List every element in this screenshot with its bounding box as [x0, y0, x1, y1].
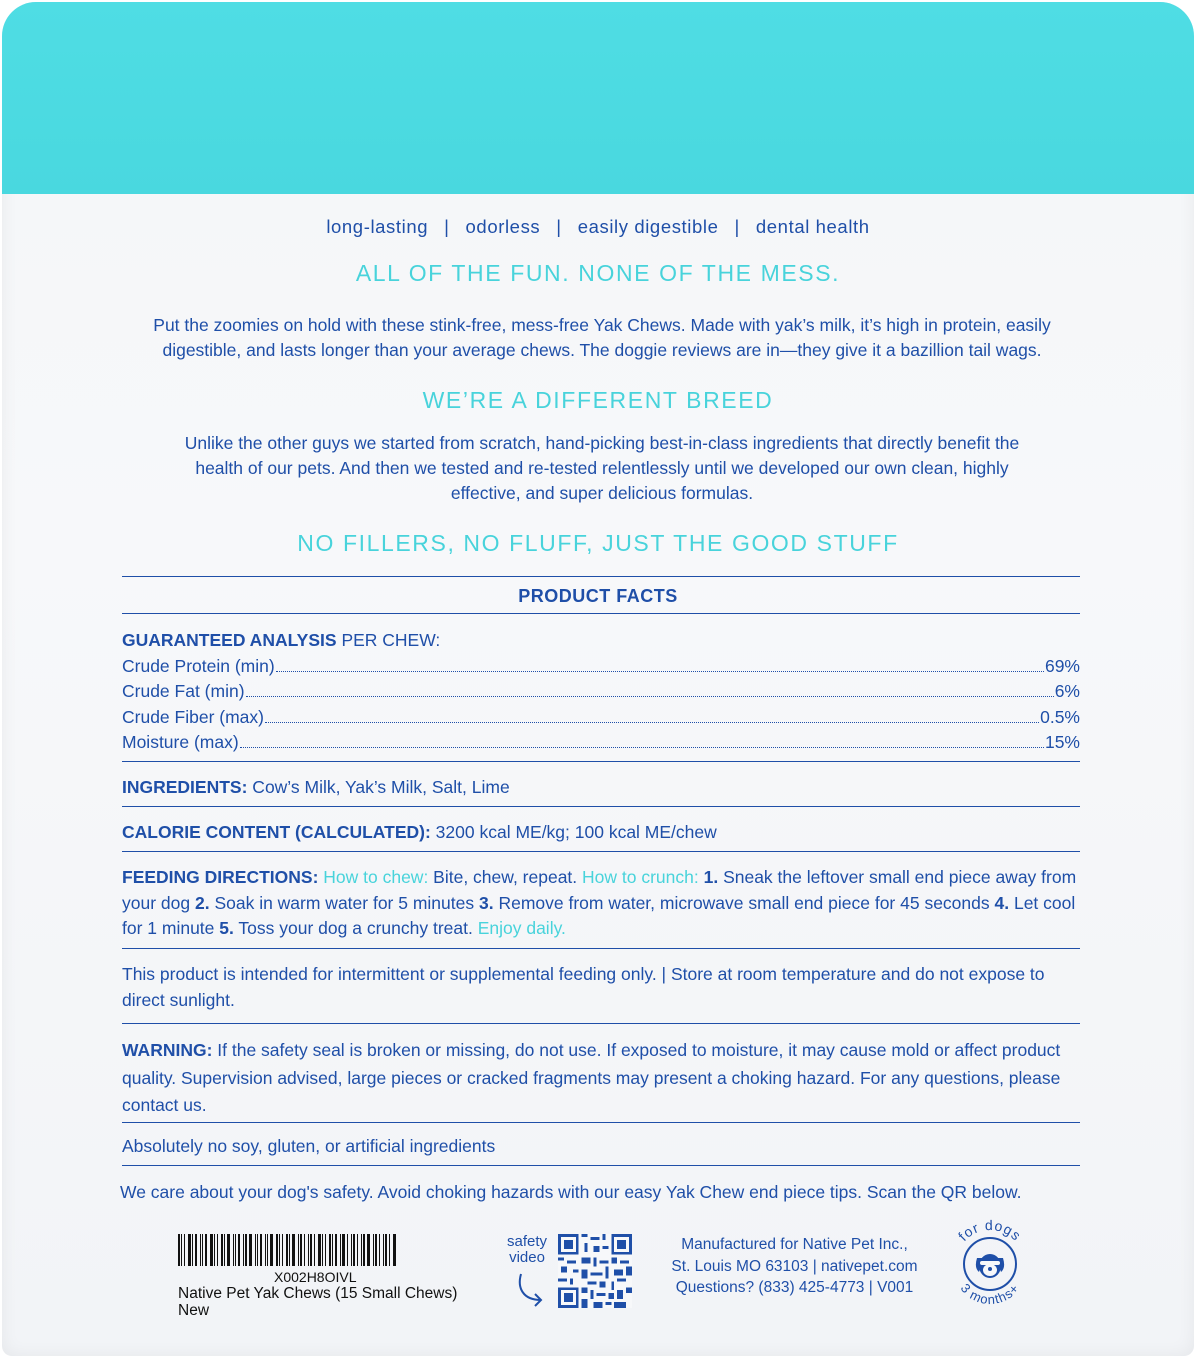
- no-soy-note: Absolutely no soy, gluten, or artificial ingredients: [122, 1136, 496, 1156]
- barcode-bar: [243, 1234, 244, 1266]
- enjoy-daily: Enjoy daily.: [472, 918, 566, 938]
- barcode-bar: [329, 1234, 331, 1266]
- warning-label: WARNING:: [122, 1040, 213, 1060]
- ga-row: [122, 679, 1080, 705]
- barcode-bar: [342, 1234, 345, 1266]
- how-to-crunch: How to crunch:: [577, 867, 699, 887]
- barcode-bar: [184, 1234, 185, 1266]
- divider: [122, 613, 1080, 614]
- leader-dots: [276, 671, 1044, 672]
- divider: [122, 806, 1080, 807]
- warning-text: If the safety seal is broken or missing, do not use. If exposed to moisture, it may cause mold or affect product quality. Supervision advised, large pieces or cracked fragments may present a choking hazard. For any questions, please contact us.: [122, 1040, 1061, 1115]
- warning: [122, 1037, 1080, 1120]
- svg-text:3 months+: [958, 1280, 1023, 1306]
- barcode-bar: [214, 1234, 215, 1266]
- barcode-bar: [221, 1234, 223, 1266]
- barcode-bar: [322, 1234, 323, 1266]
- barcode-bar: [289, 1234, 290, 1266]
- barcode-bar: [235, 1234, 236, 1266]
- headline-fun: ALL OF THE FUN. NONE OF THE MESS.: [355, 260, 841, 286]
- barcode-bar: [308, 1234, 309, 1266]
- step-text: Remove from water, microwave small end piece for 45 seconds: [493, 892, 990, 913]
- divider: [122, 1165, 1080, 1166]
- barcode-product-name: Native Pet Yak Chews (15 Small Chews): [178, 1285, 458, 1302]
- barcode-bar: [332, 1234, 333, 1266]
- barcode-bar: [227, 1234, 230, 1266]
- mfg-line: St. Louis MO 63103 | nativepet.com: [671, 1257, 918, 1275]
- top-color-band: [2, 2, 1194, 194]
- barcode-code: X002H8OIVL: [274, 1269, 357, 1285]
- leader-dots: [240, 747, 1044, 748]
- ga-suffix: PER CHEW:: [336, 630, 441, 650]
- step-text: Sneak the leftover small end piece away from your dog: [122, 867, 1077, 913]
- ga-row: [122, 730, 1080, 756]
- barcode-bar: [298, 1234, 299, 1266]
- barcode-bar: [353, 1234, 355, 1266]
- barcode-bar: [255, 1234, 256, 1266]
- calorie-text: 3200 kcal ME/kg; 100 kcal ME/chew: [430, 822, 717, 842]
- ga-value: 6%: [1054, 681, 1080, 701]
- barcode-bar: [361, 1234, 362, 1266]
- badge-top-text: for dogs: [954, 1216, 1025, 1244]
- intermittent-feeding-note: This product is intended for intermittent or supplemental feeding only. | Store at room temperature and do not expose to direct sunlight.: [122, 964, 1045, 1010]
- tagline-item: odorless: [465, 216, 541, 237]
- barcode-bar: [375, 1234, 377, 1266]
- step-number: 2.: [190, 892, 210, 913]
- ga-value: 0.5%: [1040, 706, 1080, 727]
- barcode-bar: [245, 1234, 247, 1266]
- product-facts-title: PRODUCT FACTS: [518, 586, 678, 606]
- divider: [122, 761, 1080, 762]
- curved-arrow-icon: [507, 1270, 547, 1310]
- barcode-bar: [367, 1234, 370, 1266]
- step-number: 5.: [214, 918, 234, 938]
- barcode-condition: New: [178, 1302, 210, 1319]
- safety-video-line: video: [509, 1249, 545, 1266]
- barcode-bar: [205, 1234, 207, 1266]
- mfg-line: Manufactured for Native Pet Inc.,: [681, 1236, 908, 1253]
- product-bag-back: [2, 2, 1194, 1356]
- barcode-bar: [310, 1234, 312, 1266]
- dog-face-icon: [976, 1254, 1004, 1278]
- barcode-bar: [300, 1234, 302, 1266]
- barcode-bar: [373, 1234, 374, 1266]
- intro-line: Put the zoomies on hold with these stink-free, mess-free Yak Chews. Made with yak’s milk, it’s high in protein, easily: [153, 315, 1051, 335]
- tagline-separator: |: [444, 216, 450, 237]
- barcode-bar: [304, 1234, 305, 1266]
- ga-row: [122, 654, 1080, 680]
- safety-note: We care about your dog's safety. Avoid choking hazards with our easy Yak Chew end piece tips. Scan the QR below.: [120, 1182, 1022, 1202]
- barcode-bar: [335, 1234, 337, 1266]
- leader-dots: [265, 722, 1039, 723]
- barcode-bar: [276, 1234, 278, 1266]
- barcode-bar: [286, 1234, 288, 1266]
- ingredients-text: Cow’s Milk, Yak’s Milk, Salt, Lime: [247, 777, 510, 797]
- barcode-bar: [233, 1234, 234, 1266]
- ga-name: Crude Protein (min): [122, 655, 275, 676]
- ga-label: GUARANTEED ANALYSIS: [122, 630, 337, 650]
- barcode-bar: [379, 1234, 380, 1266]
- ga-name: Crude Fiber (max): [122, 706, 264, 727]
- step-number: 4.: [989, 892, 1010, 913]
- safety-video-line: safety: [506, 1233, 548, 1250]
- step-number: 3.: [474, 892, 494, 913]
- barcode-bar: [282, 1234, 283, 1266]
- barcode-bar: [363, 1234, 365, 1266]
- barcode-bar: [202, 1234, 203, 1266]
- barcode-bar: [195, 1234, 197, 1266]
- barcode-bar: [257, 1234, 258, 1266]
- step-text: Let cool for 1 minute: [122, 892, 1076, 938]
- intro-line: digestible, and lasts longer than your average chews. The doggie reviews are in—they give it a bazillion tail wags.: [162, 340, 1042, 360]
- tagline-separator: |: [556, 216, 562, 237]
- tagline-separator: |: [734, 216, 740, 237]
- barcode-bar: [188, 1234, 191, 1266]
- barcode-bar: [238, 1234, 240, 1266]
- headline-breed: WE’RE A DIFFERENT BREED: [422, 387, 774, 413]
- barcode-bar: [383, 1234, 384, 1266]
- barcode-bar: [314, 1234, 315, 1266]
- ga-name: Moisture (max): [122, 732, 239, 752]
- breed-line: health of our pets. And then we tested and re-tested relentlessly until we developed our own clean, highly: [195, 458, 1009, 478]
- barcode-bar: [265, 1234, 266, 1266]
- manufacturer-info: [652, 1234, 937, 1299]
- feeding-label: FEEDING DIRECTIONS:: [122, 867, 319, 887]
- leader-dots: [246, 696, 1054, 697]
- barcode-bar: [217, 1234, 218, 1266]
- guaranteed-analysis: [122, 628, 1080, 756]
- barcode-bar: [267, 1234, 268, 1266]
- barcode-bar: [178, 1234, 180, 1266]
- breed-line: effective, and super delicious formulas.: [450, 483, 754, 503]
- intro-paragraph: [102, 313, 1102, 363]
- barcode-bar: [385, 1234, 387, 1266]
- barcode-bar: [351, 1234, 352, 1266]
- divider: [122, 576, 1080, 577]
- barcode-bar: [210, 1234, 213, 1266]
- calorie-content: [122, 820, 1080, 846]
- tagline-item: dental health: [755, 216, 870, 237]
- barcode-bar: [270, 1234, 273, 1266]
- tagline-item: easily digestible: [577, 216, 719, 237]
- headline-good-stuff: NO FILLERS, NO FLUFF, JUST THE GOOD STUFF: [297, 530, 899, 556]
- ga-row: [122, 705, 1080, 731]
- barcode-bar: [318, 1234, 321, 1266]
- barcode-bar: [192, 1234, 193, 1266]
- barcode-bar: [347, 1234, 348, 1266]
- divider: [122, 948, 1080, 949]
- tagline-item: long-lasting: [326, 216, 429, 237]
- ga-name: Crude Fat (min): [122, 681, 245, 701]
- barcode: [178, 1234, 478, 1266]
- calorie-label: CALORIE CONTENT (CALCULATED):: [122, 822, 431, 842]
- step-text: Toss your dog a crunchy treat.: [233, 918, 473, 938]
- feeding-directions: [122, 865, 1080, 942]
- for-dogs-badge: [944, 1214, 1036, 1306]
- breed-paragraph: [102, 431, 1102, 506]
- step-number: 1.: [698, 867, 719, 887]
- step-text: Soak in warm water for 5 minutes: [209, 892, 475, 913]
- barcode-bar: [260, 1234, 262, 1266]
- badge-bottom-text: 3 months+: [957, 1280, 1023, 1306]
- ingredients-label: INGREDIENTS:: [122, 777, 248, 797]
- barcode-bar: [325, 1234, 326, 1266]
- divider: [122, 1023, 1080, 1024]
- how-to-chew: How to chew:: [318, 867, 429, 887]
- ingredients: [122, 775, 1080, 801]
- ga-value: 15%: [1044, 732, 1080, 752]
- barcode-bar: [292, 1234, 295, 1266]
- barcode-bar: [357, 1234, 358, 1266]
- qr-code-icon[interactable]: [558, 1234, 632, 1308]
- chew-text: Bite, chew, repeat.: [428, 867, 578, 887]
- divider: [122, 1122, 1080, 1123]
- barcode-bar: [224, 1234, 225, 1266]
- divider: [122, 851, 1080, 852]
- safety-video-label: [502, 1234, 552, 1314]
- barcode-bar: [249, 1234, 252, 1266]
- barcode-bar: [340, 1234, 341, 1266]
- breed-line: Unlike the other guys we started from scratch, hand-picking best-in-class ingredients that directly benefit the: [184, 433, 1020, 453]
- barcode-bar: [389, 1234, 390, 1266]
- benefits-tagline: [2, 216, 1194, 238]
- barcode-bar: [181, 1234, 182, 1266]
- fnsku-label: [178, 1234, 478, 1319]
- ga-value: 69%: [1044, 655, 1080, 676]
- barcode-bar: [279, 1234, 280, 1266]
- svg-text:for dogs: [955, 1217, 1025, 1244]
- mfg-line: Questions? (833) 425-4773 | V001: [675, 1279, 914, 1296]
- barcode-bar: [200, 1234, 201, 1266]
- barcode-bar: [393, 1234, 396, 1266]
